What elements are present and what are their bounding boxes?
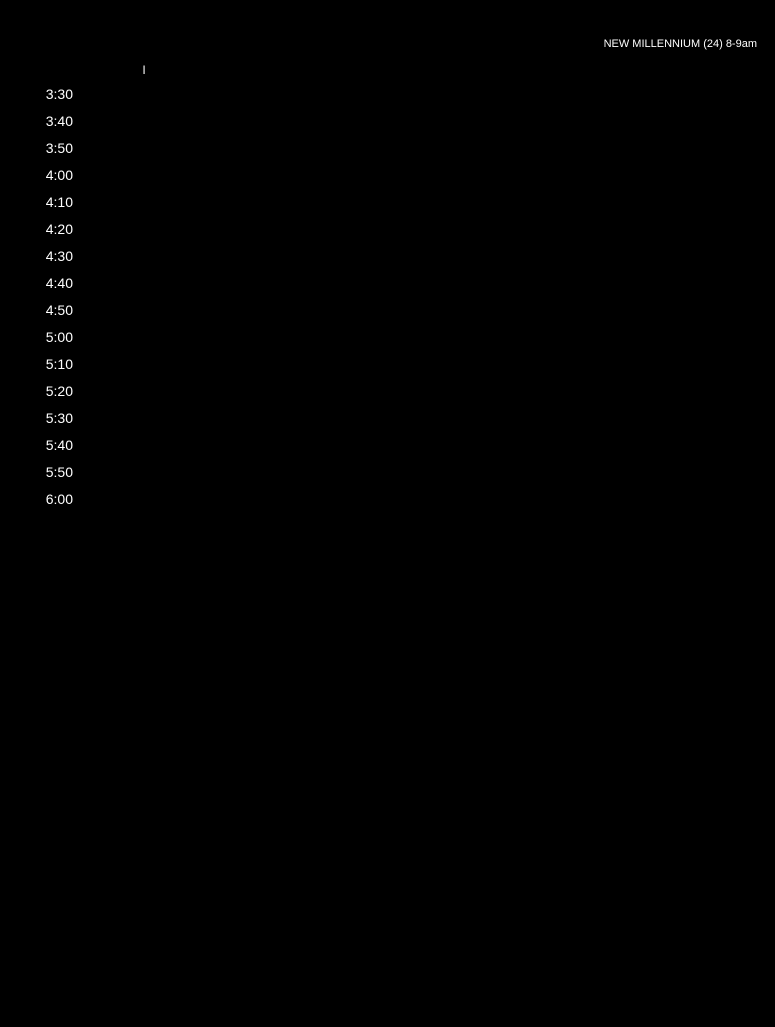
time-label: 5:20 [45, 383, 73, 399]
time-label: 4:00 [45, 167, 73, 183]
page-header: NEW MILLENNIUM (24) 8-9am [603, 38, 757, 50]
time-label: 3:40 [45, 113, 73, 129]
time-label: 4:20 [45, 221, 73, 237]
wednesday-schedule [0, 63, 775, 513]
time-label: 5:40 [45, 437, 73, 453]
time-label: 4:50 [45, 302, 73, 318]
time-label: 4:10 [45, 194, 73, 210]
time-label: 5:30 [45, 410, 73, 426]
time-label: 3:30 [45, 86, 73, 102]
time-label: 4:30 [45, 248, 73, 264]
time-label: 5:00 [45, 329, 73, 345]
time-label: 4:40 [45, 275, 73, 291]
column-header-i: I [142, 63, 146, 77]
time-label: 5:50 [45, 464, 73, 480]
time-labels [33, 81, 73, 513]
thursday-schedule [0, 523, 775, 973]
time-label: 5:10 [45, 356, 73, 372]
time-label: 6:00 [45, 491, 73, 507]
time-label: 3:50 [45, 140, 73, 156]
